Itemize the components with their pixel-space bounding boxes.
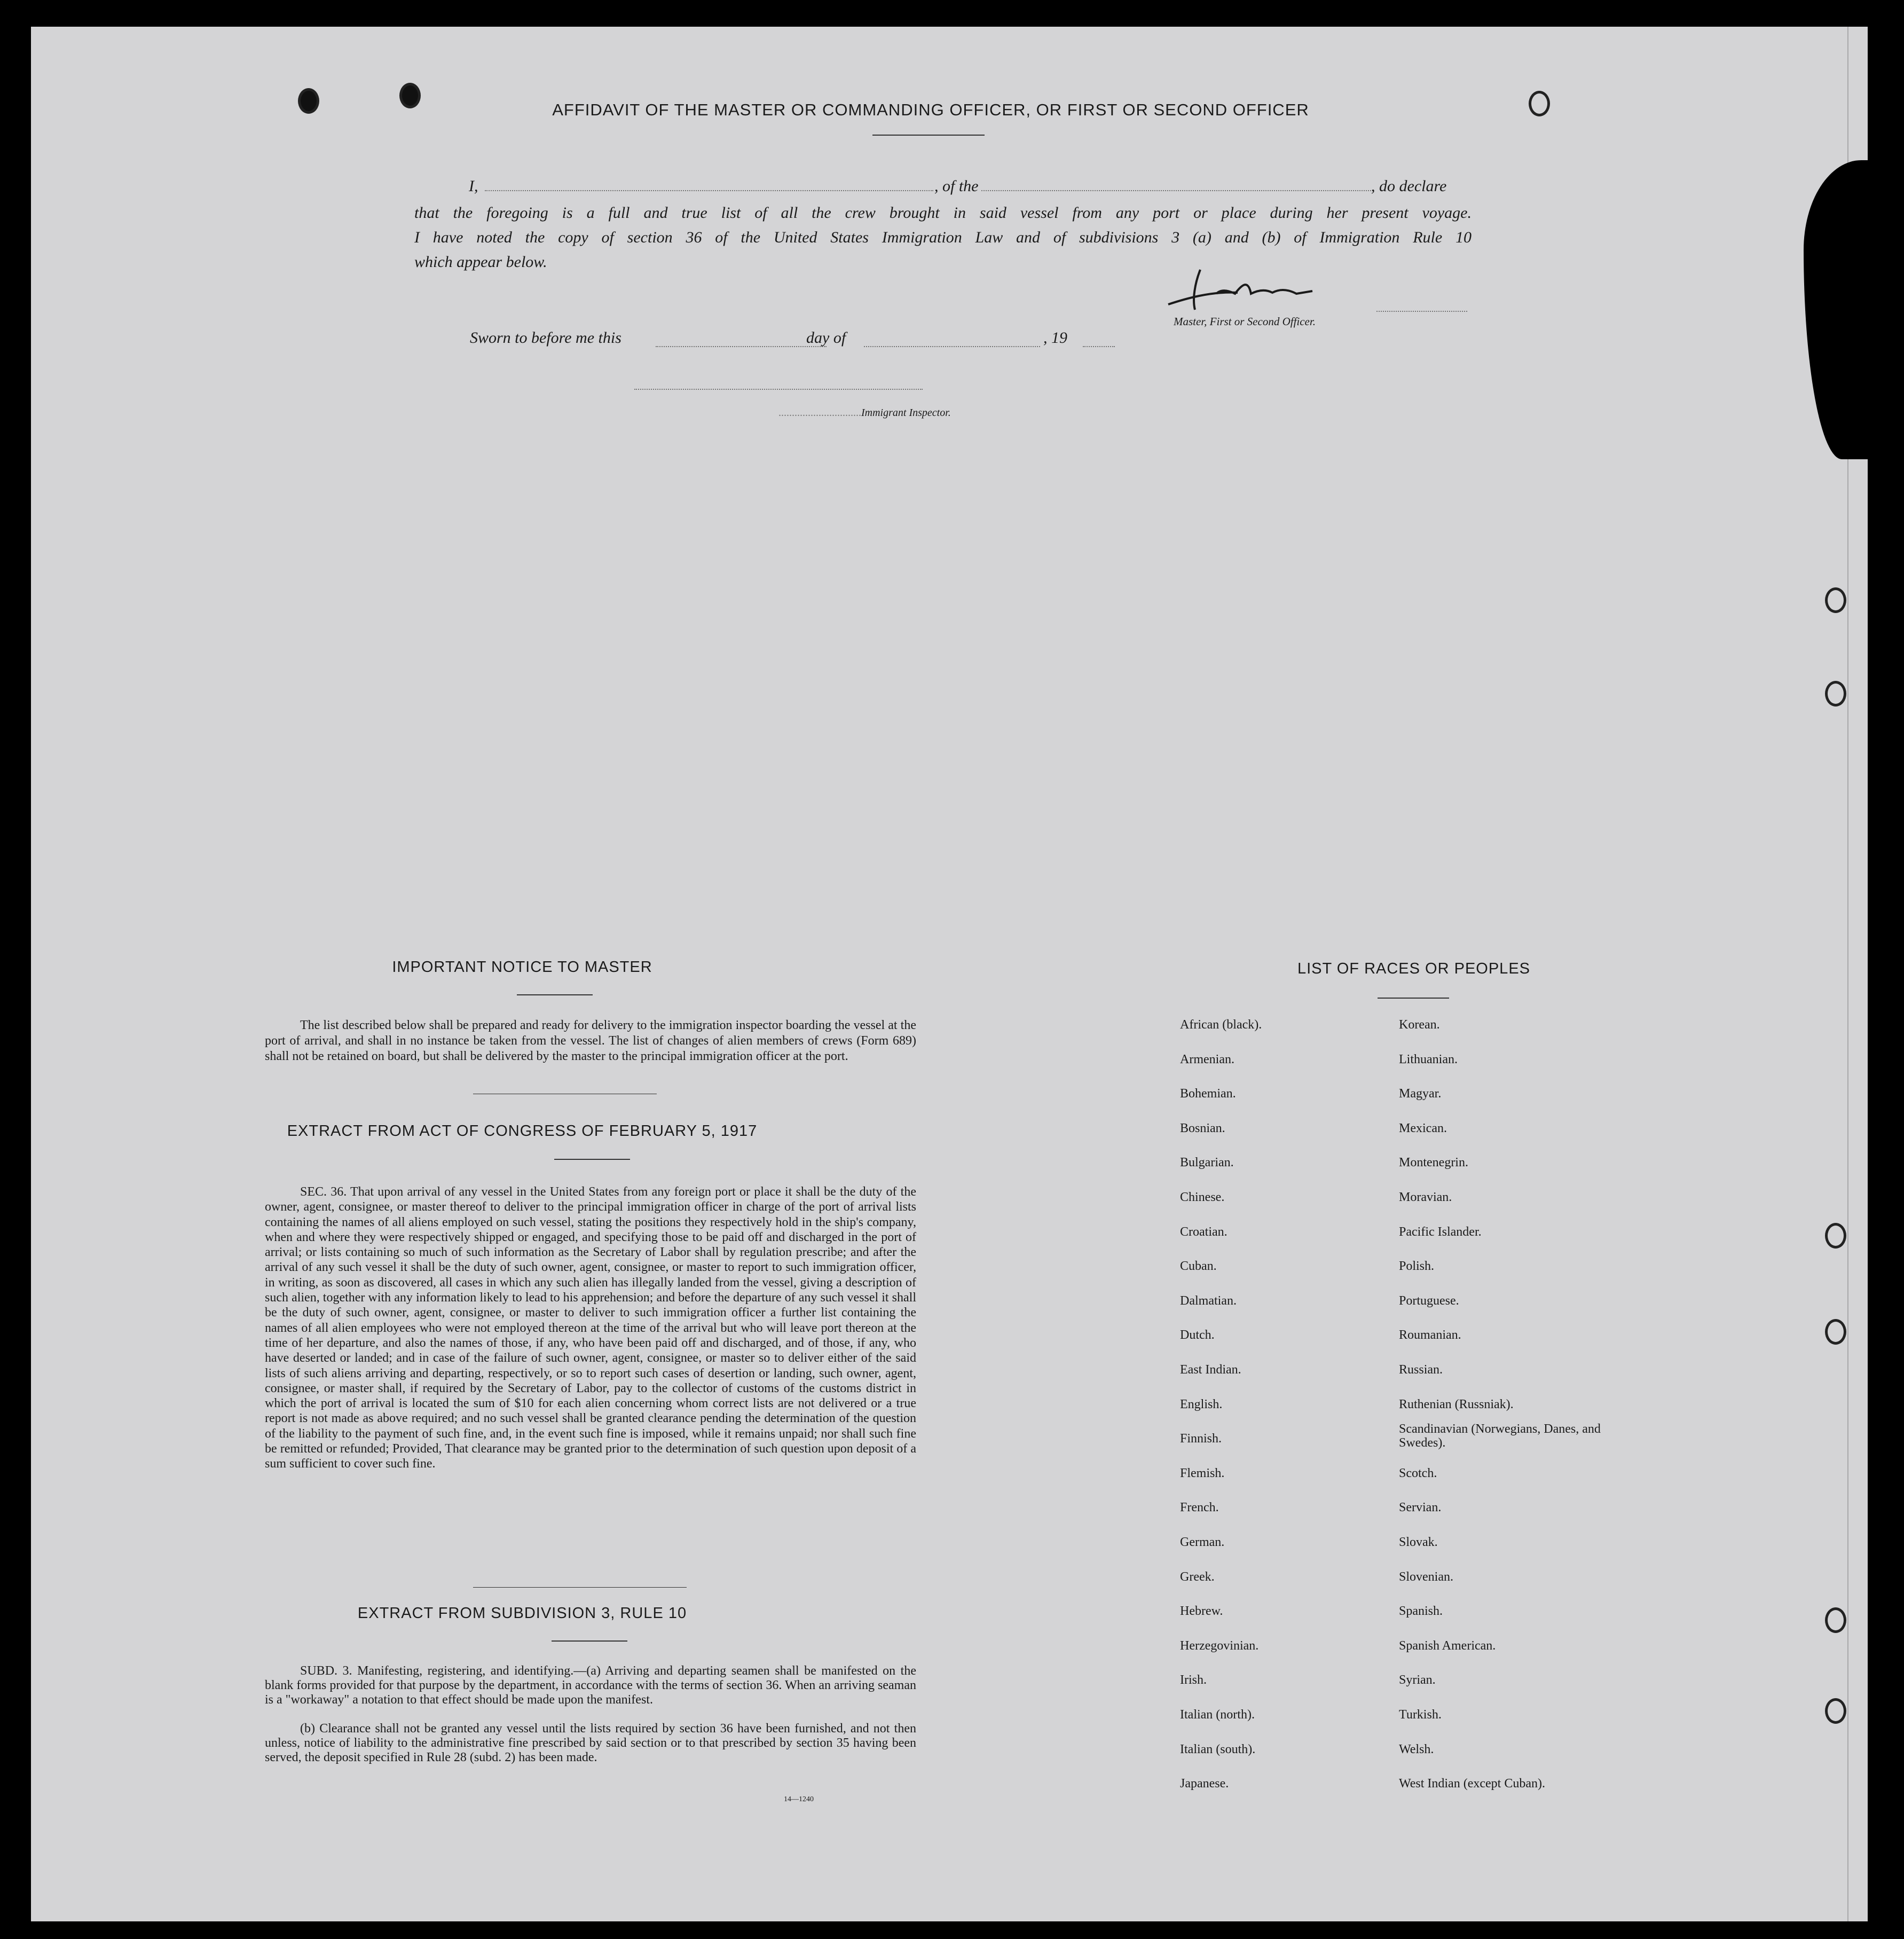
notice-body: The list described below shall be prepared and ready for delivery to the immigration inspector boarding the vessel at the port of arrival, and shall in no instance be taken from the vessel. The list of changes of alien members of crews (Form 689) shall not be retained on board, but shall be delivered by the master to the principal immigration officer at the port.: [265, 1018, 916, 1063]
rule-title: EXTRACT FROM SUBDIVISION 3, RULE 10: [357, 1605, 687, 1622]
affidavit-of-the: , of the: [934, 177, 979, 195]
race-item: Magyar.: [1399, 1087, 1442, 1101]
divider: [554, 1159, 630, 1160]
affidavit-title: AFFIDAVIT OF THE MASTER OR COMMANDING OFFICER, OR FIRST OR SECOND OFFICER: [552, 100, 1309, 119]
affidavit-line-4: which appear below.: [414, 253, 547, 271]
race-item: Slovak.: [1399, 1535, 1438, 1549]
affidavit-line-2: that the foregoing is a full and true list of all the crew brought in said vessel from any port or place during her present voyage.: [414, 204, 1472, 222]
signature: [1163, 262, 1387, 320]
punch-hole: [1825, 1223, 1846, 1249]
race-item: Roumanian.: [1399, 1328, 1461, 1343]
affidavit-line-3: I have noted the copy of section 36 of the United States Immigration Law and of subdivisions 3 (a) and (b) of Immigration Rule 10: [414, 229, 1472, 246]
punch-hole: [399, 83, 421, 108]
month-blank: [864, 346, 1040, 347]
race-item: Scotch.: [1399, 1466, 1437, 1480]
race-item: Ruthenian (Russniak).: [1399, 1397, 1514, 1411]
punch-hole: [298, 88, 319, 114]
race-item: German.: [1180, 1535, 1225, 1549]
race-item: Korean.: [1399, 1018, 1440, 1032]
race-item: Welsh.: [1399, 1742, 1434, 1756]
race-item: Flemish.: [1180, 1466, 1225, 1480]
race-item: Japanese.: [1180, 1777, 1229, 1791]
race-item: African (black).: [1180, 1018, 1262, 1032]
race-item: Armenian.: [1180, 1052, 1234, 1066]
race-item: Italian (north).: [1180, 1708, 1255, 1722]
race-item: English.: [1180, 1397, 1223, 1411]
race-item: Herzegovinian.: [1180, 1638, 1259, 1653]
race-item: Moravian.: [1399, 1190, 1452, 1204]
race-item: Dutch.: [1180, 1328, 1215, 1343]
race-item: West Indian (except Cuban).: [1399, 1777, 1545, 1791]
race-item: Scandinavian (Norwegians, Danes, and Swedes).: [1399, 1422, 1601, 1450]
punch-hole: [1825, 1319, 1846, 1345]
signature-caption: Master, First or Second Officer.: [1174, 315, 1316, 328]
punch-hole: [1529, 91, 1550, 116]
race-item: Spanish American.: [1399, 1638, 1496, 1653]
race-item: Italian (south).: [1180, 1742, 1256, 1756]
act-title: EXTRACT FROM ACT OF CONGRESS OF FEBRUARY 5, 1917: [287, 1122, 758, 1140]
race-item: Servian.: [1399, 1501, 1442, 1515]
affidavit-declare: , do declare: [1371, 177, 1447, 195]
inspector-caption-row: ...............................Immigrant Inspector.: [778, 407, 951, 419]
divider: [552, 1640, 627, 1642]
punch-hole: [1825, 1607, 1846, 1633]
race-item: Finnish.: [1180, 1432, 1222, 1446]
punch-hole: [1825, 587, 1846, 613]
race-item: Lithuanian.: [1399, 1052, 1458, 1066]
notice-title: IMPORTANT NOTICE TO MASTER: [392, 959, 652, 976]
rule-para-a: SUBD. 3. Manifesting, registering, and identifying.—(a) Arriving and departing seamen shall be manifested on the blank forms provided for that purpose by the department, in accordance with the terms of section 36. When an arriving seaman is a "workaway" a notation to that effect should be made upon the manifest.: [265, 1664, 916, 1707]
race-item: Croatian.: [1180, 1224, 1228, 1239]
race-item: Bosnian.: [1180, 1121, 1225, 1135]
races-title: LIST OF RACES OR PEOPLES: [1297, 960, 1531, 977]
rule-para-b: (b) Clearance shall not be granted any vessel until the lists required by section 36 have been furnished, and not then unless, notice of liability to the administrative fine prescribed by said section or to that prescribed by section 35 having been served, the deposit specified in Rule 28 (subd. 2) has been made.: [265, 1722, 916, 1764]
sworn-prefix: Sworn to before me this: [470, 329, 621, 347]
punch-hole: [1825, 681, 1846, 706]
race-item: Irish.: [1180, 1673, 1207, 1687]
race-item: Cuban.: [1180, 1259, 1217, 1274]
act-body: SEC. 36. That upon arrival of any vessel in the United States from any foreign port or place it shall be the duty of the owner, agent, consignee, or master thereof to deliver to the principal immigration officer in charge of the port of arrival lists containing the names of all aliens employed on such vessel, stating the positions they respectively hold in the ship's company, when and where they were respectively shipped or engaged, and specifying those to be paid off and discharged in the port of arrival; or lists containing so much of such information as the Secretary of Labor shall by regulation prescribe; and after the arrival of any such vessel it shall be the duty of such owner, agent, consignee, or master to report to such immigration officer, in writing, as soon as discovered, all cases in which any such alien has illegally landed from the vessel, giving a description of such alien, together with any information likely to lead to his apprehension; and before the departure of any such vessel it shall be the duty of such owner, agent, consignee, or master to deliver to such immigration officer a further list containing the names of all alien employees who were not employed thereon at the time of the arrival but who will leave port thereon at the time of her departure, and also the names of those, if any, who have been paid off and discharged, and of those, if any, who have deserted or landed; and in case of the failure of such owner, agent, consignee, or master so to deliver either of the said lists of such aliens arriving and departing, respectively, or so to report such cases of desertion or landing, such owner, agent, consignee, or master shall, if required by the Secretary of Labor, pay to the collector of customs of the customs district in which the port of arrival is located the sum of $10 for each alien concerning whom correct lists are not delivered or a true report is not made as above required; and no such vessel shall be granted clearance pending the determination of the question of the liability to the payment of such fine, and, in the event such fine is imposed, while it remains unpaid; nor shall such fine be remitted or refunded; Provided, That clearance may be granted prior to the determination of such question upon deposit of a sum sufficient to cover such fine.: [265, 1185, 916, 1471]
divider: [872, 135, 985, 136]
race-item: Montenegrin.: [1399, 1156, 1468, 1170]
name-blank: [485, 190, 933, 191]
race-item: Bulgarian.: [1180, 1156, 1234, 1170]
race-item: Dalmatian.: [1180, 1293, 1237, 1308]
year-blank: [1083, 346, 1115, 347]
race-item: Slovenian.: [1399, 1569, 1453, 1584]
affidavit-i: I,: [469, 177, 478, 195]
race-item: Chinese.: [1180, 1190, 1225, 1204]
race-item: Pacific Islander.: [1399, 1224, 1482, 1239]
race-item: Mexican.: [1399, 1121, 1447, 1135]
signature-line: [1376, 311, 1467, 312]
inspector-caption: Immigrant Inspector.: [861, 407, 951, 419]
form-number: 14—1240: [784, 1795, 814, 1803]
torn-corner: [1804, 160, 1900, 459]
race-item: French.: [1180, 1501, 1219, 1515]
document-page: [31, 27, 1868, 1921]
divider: [473, 1587, 687, 1588]
race-item: Syrian.: [1399, 1673, 1436, 1687]
divider: [1378, 998, 1449, 999]
vessel-blank: [981, 190, 1371, 191]
inspector-signature-line: [634, 389, 923, 390]
race-item: Portuguese.: [1399, 1293, 1459, 1308]
race-item: Greek.: [1180, 1569, 1215, 1584]
divider: [517, 994, 593, 995]
day-blank: [656, 346, 827, 347]
sworn-year: , 19: [1043, 329, 1067, 347]
sworn-day-of: day of: [806, 329, 846, 347]
punch-hole: [1825, 1698, 1846, 1724]
race-item: Polish.: [1399, 1259, 1435, 1274]
race-item: Hebrew.: [1180, 1604, 1223, 1619]
race-item: East Indian.: [1180, 1363, 1241, 1377]
race-item: Turkish.: [1399, 1708, 1442, 1722]
race-item: Spanish.: [1399, 1604, 1443, 1619]
race-item: Russian.: [1399, 1363, 1443, 1377]
race-item: Bohemian.: [1180, 1087, 1236, 1101]
